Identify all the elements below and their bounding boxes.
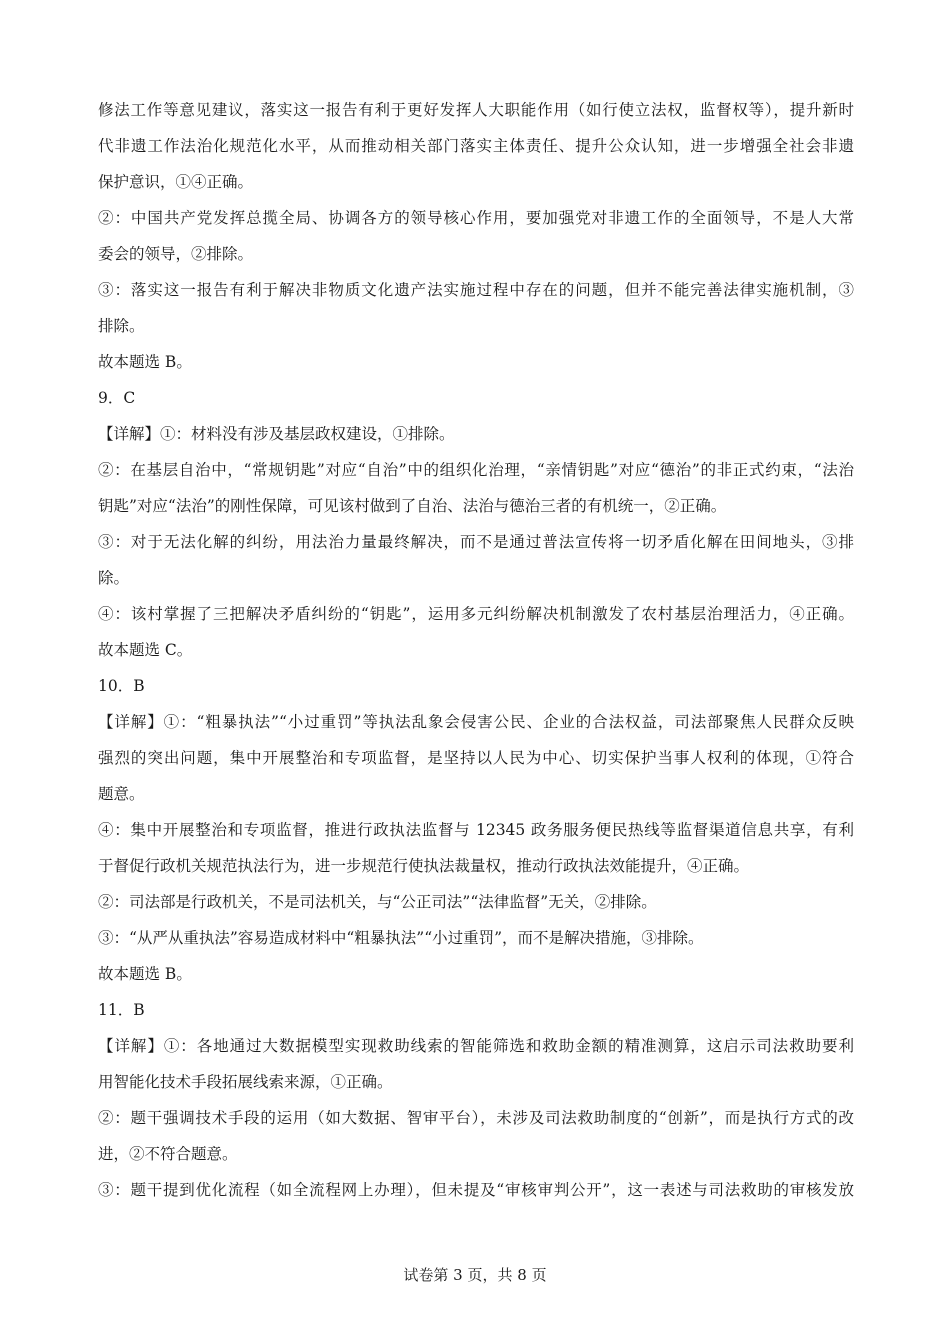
text-line: ②：中国共产党发挥总揽全局、协调各方的领导核心作用，要加强党对非遗工作的全面领导，不是人大常	[98, 209, 854, 227]
text-line: 用智能化技术手段拓展线索来源，①正确。	[98, 1073, 393, 1091]
text-line: ④：该村掌握了三把解决矛盾纠纷的“钥匙”，运用多元纠纷解决机制激发了农村基层治理活力，④正确。	[98, 605, 854, 623]
text-line: 委会的领导，②排除。	[98, 245, 254, 263]
text-line: ③：题干提到优化流程（如全流程网上办理），但未提及“审核审判公开”，这一表述与司法救助的审核发放	[98, 1181, 854, 1199]
text-line: 故本题选 C。	[98, 641, 193, 659]
text-line: 故本题选 B。	[98, 353, 192, 371]
text-line: 保护意识，①④正确。	[98, 173, 254, 191]
text-line: 修法工作等意见建议，落实这一报告有利于更好发挥人大职能作用（如行使立法权，监督权等），提升新时	[98, 101, 854, 119]
text-line: ④：集中开展整治和专项监督，推进行政执法监督与 12345 政务服务便民热线等监督渠道信息共享，有利	[98, 821, 854, 839]
text-line: ②：司法部是行政机关，不是司法机关，与“公正司法”“法律监督”无关，②排除。	[98, 893, 657, 911]
text-line: 【详解】①：各地通过大数据模型实现救助线索的智能筛选和救助金额的精准测算，这启示司法救助要利	[98, 1037, 854, 1055]
document-body	[98, 92, 854, 1208]
text-line: ②：在基层自治中，“常规钥匙”对应“自治”中的组织化治理，“亲情钥匙”对应“德治”的非正式约束，“法治	[98, 461, 854, 479]
text-line: 强烈的突出问题，集中开展整治和专项监督，是坚持以人民为中心、切实保护当事人权利的体现，①符合	[98, 749, 854, 767]
text-line: ②：题干强调技术手段的运用（如大数据、智审平台），未涉及司法救助制度的“创新”，而是执行方式的改	[98, 1109, 854, 1127]
text-line: 10．B	[98, 677, 145, 695]
text-line: 排除。	[98, 317, 145, 335]
text-line: 【详解】①：“粗暴执法”“小过重罚”等执法乱象会侵害公民、企业的合法权益，司法部聚焦人民群众反映	[98, 713, 854, 731]
text-line: 进，②不符合题意。	[98, 1145, 238, 1163]
text-line: 9．C	[98, 389, 136, 407]
text-line: 于督促行政机关规范执法行为，进一步规范行使执法裁量权，推动行政执法效能提升，④正确。	[98, 857, 750, 875]
text-line: 故本题选 B。	[98, 965, 192, 983]
text-line: 题意。	[98, 785, 145, 803]
text-line: 11．B	[98, 1001, 145, 1019]
page-footer: 试卷第 3 页，共 8 页	[403, 1266, 547, 1284]
text-line: 除。	[98, 569, 130, 587]
text-line: ③：落实这一报告有利于解决非物质文化遗产法实施过程中存在的问题，但并不能完善法律实施机制，③	[98, 281, 854, 299]
text-line: 钥匙”对应“法治”的刚性保障，可见该村做到了自治、法治与德治三者的有机统一，②正确。	[98, 497, 727, 515]
text-line: 代非遗工作法治化规范化水平，从而推动相关部门落实主体责任、提升公众认知，进一步增强全社会非遗	[98, 137, 854, 155]
text-line: ③：对于无法化解的纠纷，用法治力量最终解决，而不是通过普法宣传将一切矛盾化解在田间地头，③排	[98, 533, 854, 551]
text-line: 【详解】①：材料没有涉及基层政权建设，①排除。	[98, 425, 455, 443]
text-line: ③：“从严从重执法”容易造成材料中“粗暴执法”“小过重罚”，而不是解决措施，③排除。	[98, 929, 704, 947]
